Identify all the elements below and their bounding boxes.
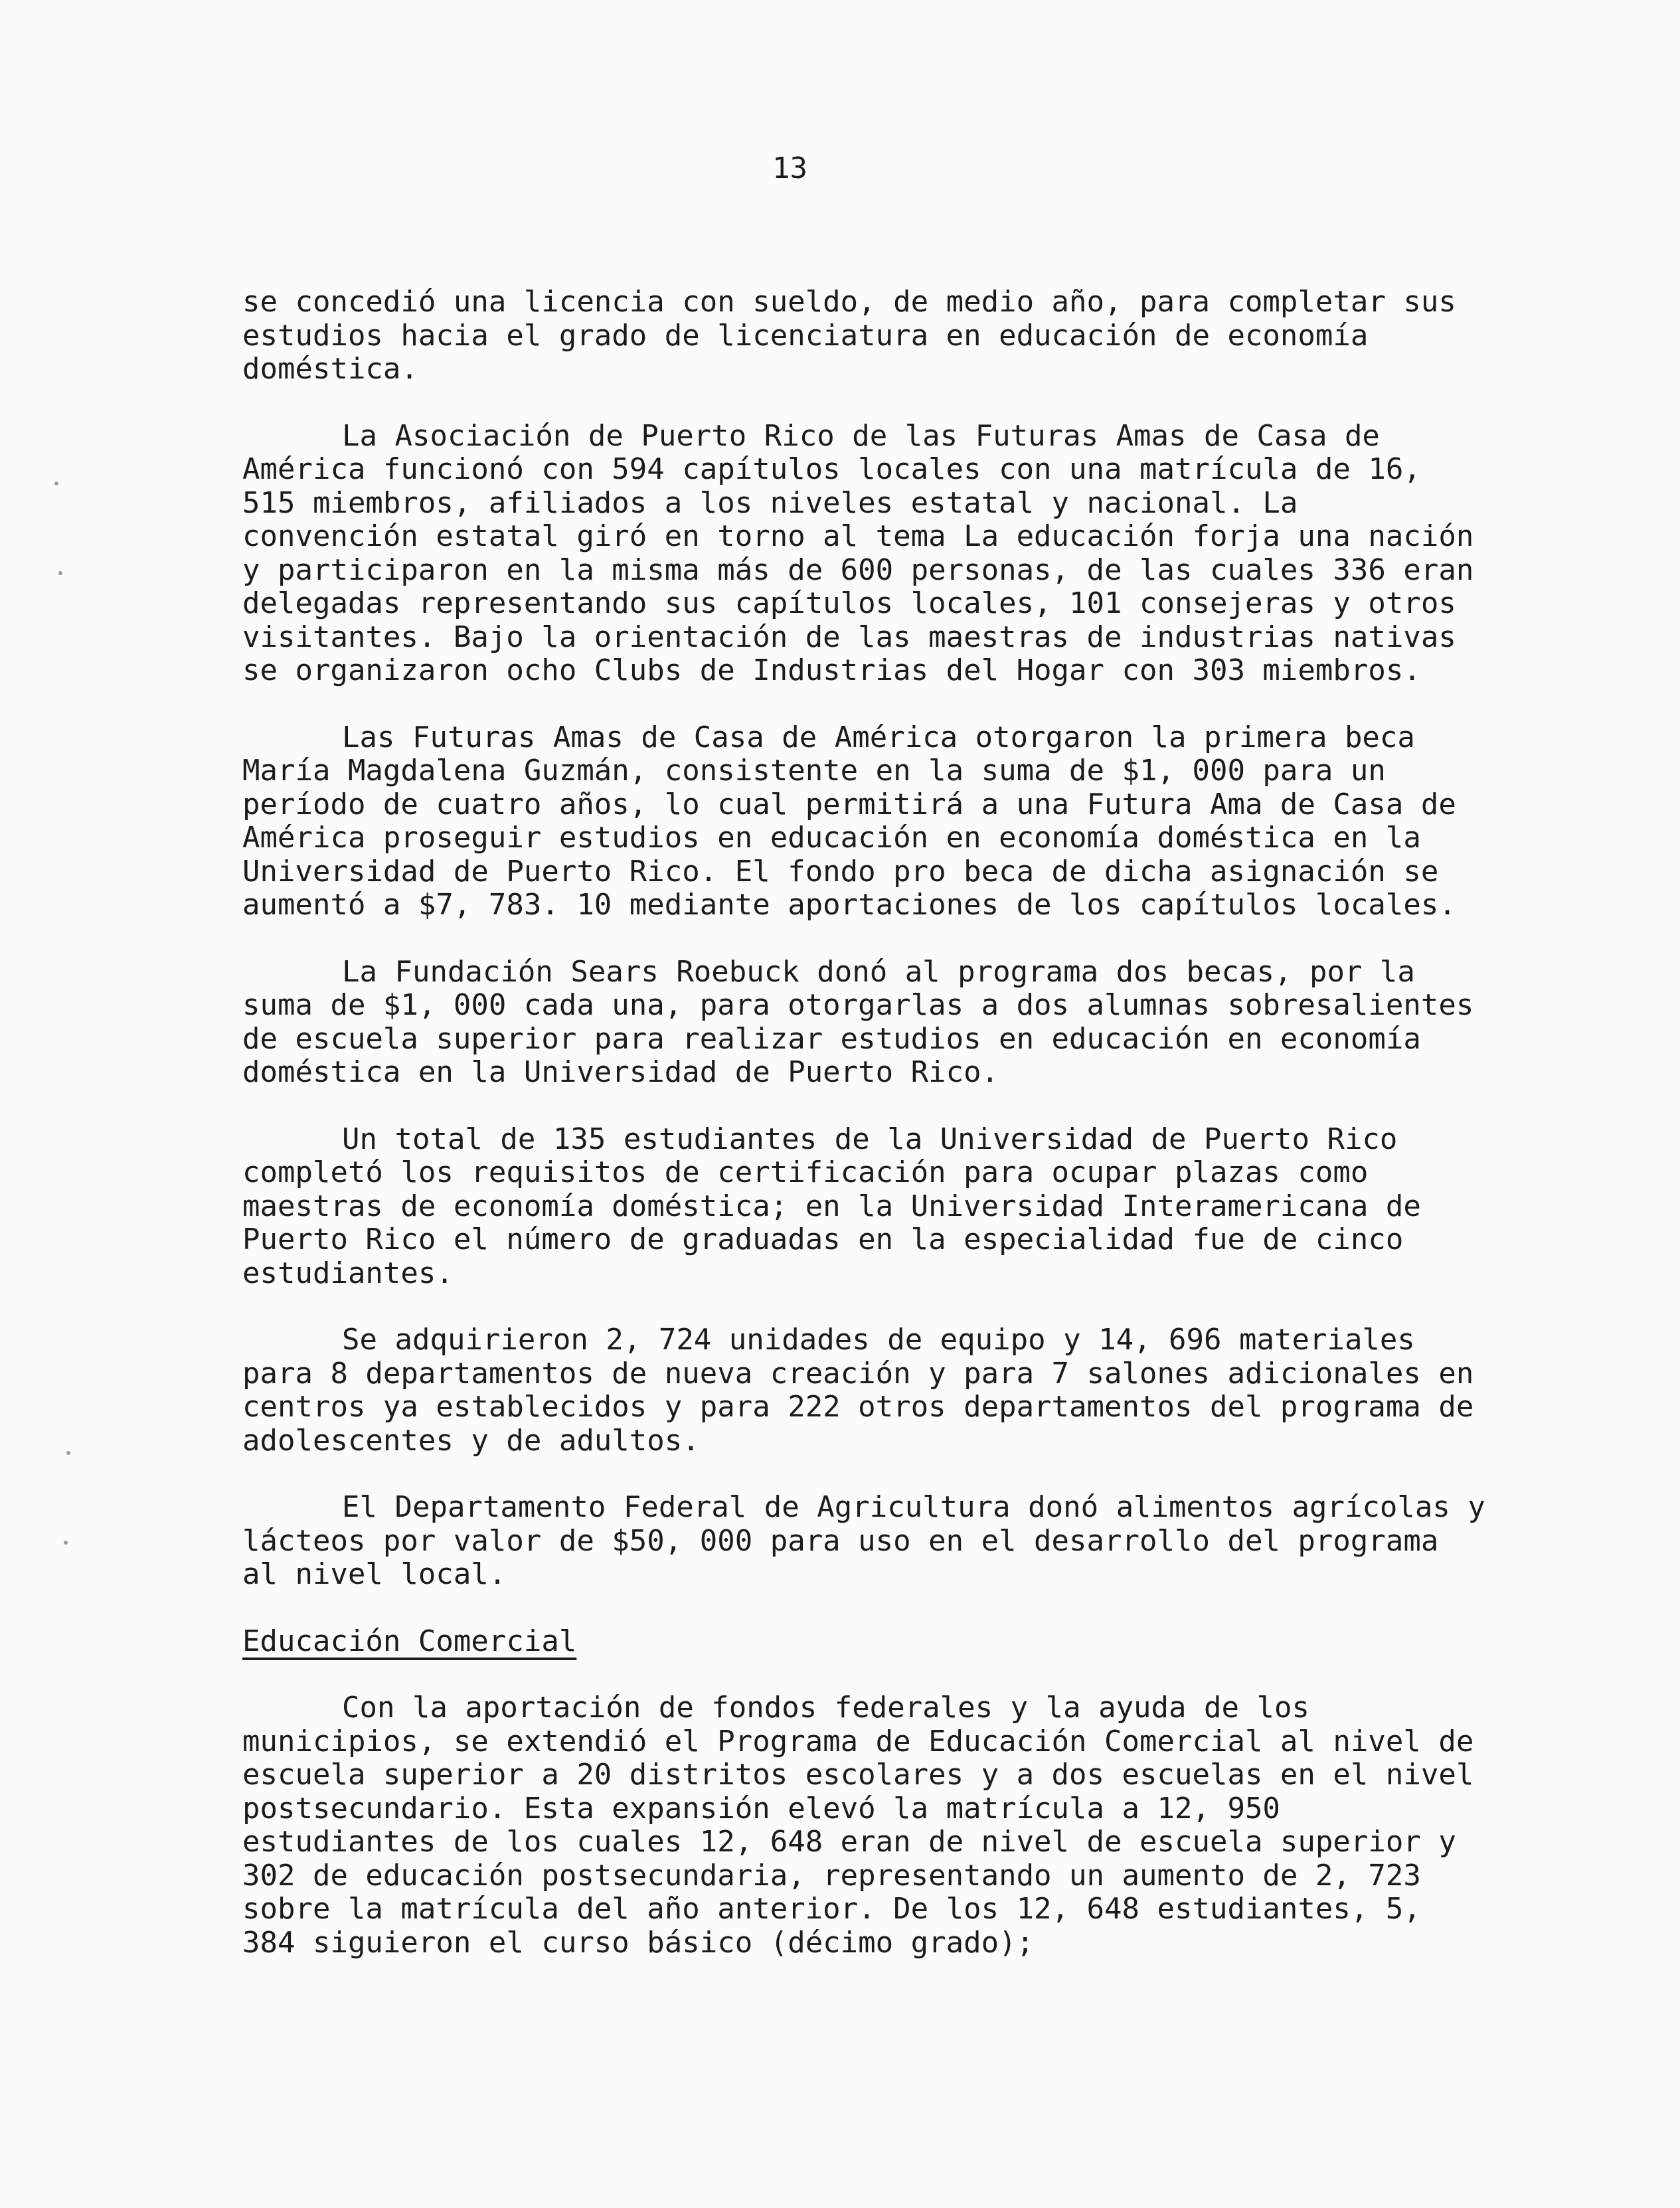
scan-speck (66, 1451, 70, 1455)
paragraph-5: Un total de 135 estudiantes de la Universidad de Puerto Rico completó los requisitos de certificación para ocupar plazas como maestras de economía doméstica; en la Universidad Interamericana de Puerto Rico el número de graduadas en la especialidad fue de cinco estudiantes. (242, 1122, 1439, 1290)
paragraph-6: Se adquirieron 2, 724 unidades de equipo y 14, 696 materiales para 8 departamentos de nueva creación y para 7 salones adicionales en centros ya establecidos y para 222 otros departamentos del programa de adolescentes y de adultos. (242, 1323, 1491, 1458)
paragraph-1: se concedió una licencia con sueldo, de medio año, para completar sus estudios hacia el grado de licenciatura en educación de economía doméstica. (242, 285, 1474, 386)
paragraph-4: La Fundación Sears Roebuck donó al programa dos becas, por la suma de $1, 000 cada una, para otorgarlas a dos alumnas sobresalientes de escuela superior para realizar estudios en educación en economía doméstica en la Universidad de Puerto Rico. (242, 954, 1491, 1089)
section-heading: Educación Comercial (242, 1624, 577, 1658)
paragraph-2: La Asociación de Puerto Rico de las Futuras Amas de Casa de América funcionó con 594 capítulos locales con una matrícula de 16, 515 miembros, afiliados a los niveles estatal y nacional. La convención estatal giró en torno al tema La educación forja una nación y participaron en la misma más de 600 personas, de las cuales 336 eran delegadas representando sus capítulos locales, 101 consejeras y otros visitantes. Bajo la orientación de las maestras de industrias nativas se organizaron ocho Clubs de Industrias del Hogar con 303 miembros. (242, 418, 1491, 687)
scan-speck (64, 1541, 68, 1545)
paragraph-7: El Departamento Federal de Agricultura donó alimentos agrícolas y lácteos por valor de $50, 000 para uso en el desarrollo del programa al nivel local. (242, 1490, 1503, 1591)
scan-speck (54, 481, 58, 485)
body-text (242, 285, 1503, 1993)
page-number: 13 (772, 151, 807, 185)
scan-speck (58, 571, 62, 575)
paragraph-3: Las Futuras Amas de Casa de América otorgaron la primera beca María Magdalena Guzmán, consistente en la suma de $1, 000 para un período de cuatro años, lo cual permitirá a una Futura Ama de Casa de América proseguir estudios en educación en economía doméstica en la Universidad de Puerto Rico. El fondo pro beca de dicha asignación se aumentó a $7, 783. 10 mediante aportaciones de los capítulos locales. (242, 720, 1474, 922)
section-paragraph: Con la aportación de fondos federales y la ayuda de los municipios, se extendió el Programa de Educación Comercial al nivel de escuela superior a 20 distritos escolares y a dos escuelas en el nivel postsecundario. Esta expansión elevó la matrícula a 12, 950 estudiantes de los cuales 12, 648 eran de nivel de escuela superior y 302 de educación postsecundaria, representando un aumento de 2, 723 sobre la matrícula del año anterior. De los 12, 648 estudiantes, 5, 384 siguieron el curso básico (décimo grado); (242, 1691, 1491, 1960)
